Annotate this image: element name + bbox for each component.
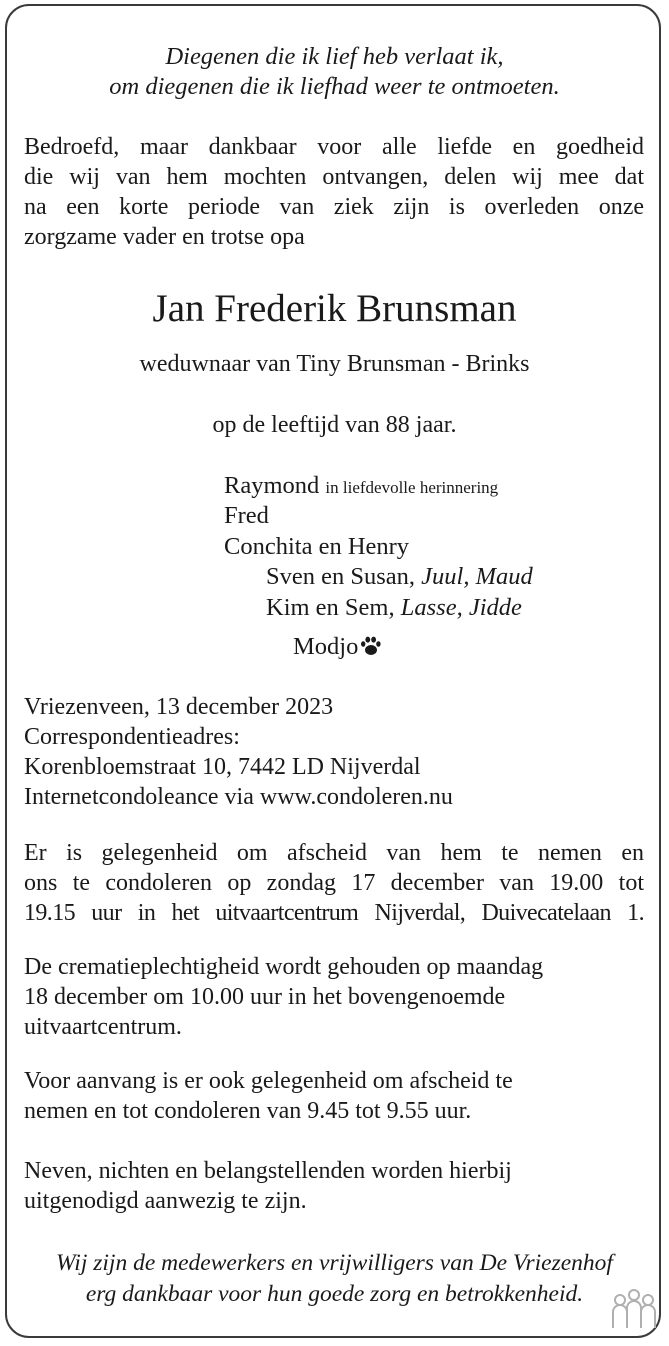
- family-raymond-note: in liefdevolle herinnering: [325, 478, 499, 497]
- family-kim: [266, 593, 522, 623]
- family-raymond-name: Raymond: [224, 472, 320, 499]
- deceased-name: Jan Frederik Brunsman: [152, 287, 517, 330]
- invite-line-1: Neven, nichten en belangstellenden worden hierbij: [24, 1158, 512, 1184]
- family-pet: [293, 632, 384, 662]
- farewell-paragraph: [24, 838, 644, 928]
- thanks-line-2: erg dankbaar voor hun goede zorg en betrokkenheid.: [85, 1281, 584, 1307]
- intro-line-3: na een korte periode van ziek zijn is overleden onze: [24, 194, 644, 220]
- family-kim-children: Lasse, Jidde: [400, 594, 522, 621]
- cremation-line-3: uitvaartcentrum.: [24, 1014, 182, 1040]
- invite-line-2: uitgenodigd aanwezig te zijn.: [24, 1188, 307, 1214]
- family-pet-name: Modjo: [293, 633, 359, 660]
- motto-line-1: Diegenen die ik lief heb verlaat ik,: [165, 43, 504, 70]
- family-conchita: Conchita en Henry: [224, 533, 410, 560]
- cremation-line-1: De crematieplechtigheid wordt gehouden op maandag: [24, 954, 544, 980]
- family-kim-names: Kim en Sem,: [266, 594, 395, 621]
- family-sven: [266, 562, 533, 592]
- people-group-icon: [608, 1288, 660, 1332]
- motto-line-2: om diegenen die ik liefhad weer te ontmoeten.: [109, 73, 560, 100]
- online-condolence: Internetcondoleance via www.condoleren.nu: [24, 784, 453, 810]
- intro-line-2: die wij van hem mochten ontvangen, delen wij mee dat: [24, 164, 644, 190]
- family-sven-names: Sven en Susan,: [266, 563, 416, 590]
- before-line-1: Voor aanvang is er ook gelegenheid om afscheid te: [24, 1068, 513, 1094]
- farewell-line-3: 19.15 uur in het uitvaartcentrum Nijverdal, Duivecatelaan 1.: [24, 900, 644, 926]
- farewell-line-2: ons te condoleren op zondag 17 december van 19.00 tot: [24, 870, 644, 896]
- details-block: [24, 692, 644, 812]
- farewell-line-1: Er is gelegenheid om afscheid van hem te nemen en: [24, 840, 644, 866]
- correspondence-address: Korenbloemstraat 10, 7442 LD Nijverdal: [24, 754, 421, 780]
- intro-line-1: Bedroefd, maar dankbaar voor alle liefde en goedheid: [24, 134, 644, 160]
- intro-paragraph: [24, 132, 644, 252]
- invite-paragraph: [24, 1156, 644, 1216]
- correspondence-label: Correspondentieadres:: [24, 724, 240, 750]
- family-sven-children: Juul, Maud: [421, 563, 533, 590]
- place-date: Vriezenveen, 13 december 2023: [24, 694, 334, 720]
- family-fred: Fred: [224, 502, 269, 529]
- cremation-line-2: 18 december om 10.00 uur in het bovengenoemde: [24, 984, 506, 1010]
- age-line: op de leeftijd van 88 jaar.: [212, 412, 457, 438]
- spouse-line: weduwnaar van Tiny Brunsman - Brinks: [139, 351, 530, 377]
- before-line-2: nemen en tot condoleren van 9.45 tot 9.55 uur.: [24, 1098, 472, 1124]
- paw-icon: [360, 636, 384, 656]
- family-raymond: [224, 471, 498, 503]
- thanks-line-1: Wij zijn de medewerkers en vrijwilligers van De Vriezenhof: [56, 1250, 613, 1276]
- intro-line-4: zorgzame vader en trotse opa: [24, 224, 305, 250]
- before-paragraph: [24, 1066, 644, 1126]
- cremation-paragraph: [24, 952, 644, 1042]
